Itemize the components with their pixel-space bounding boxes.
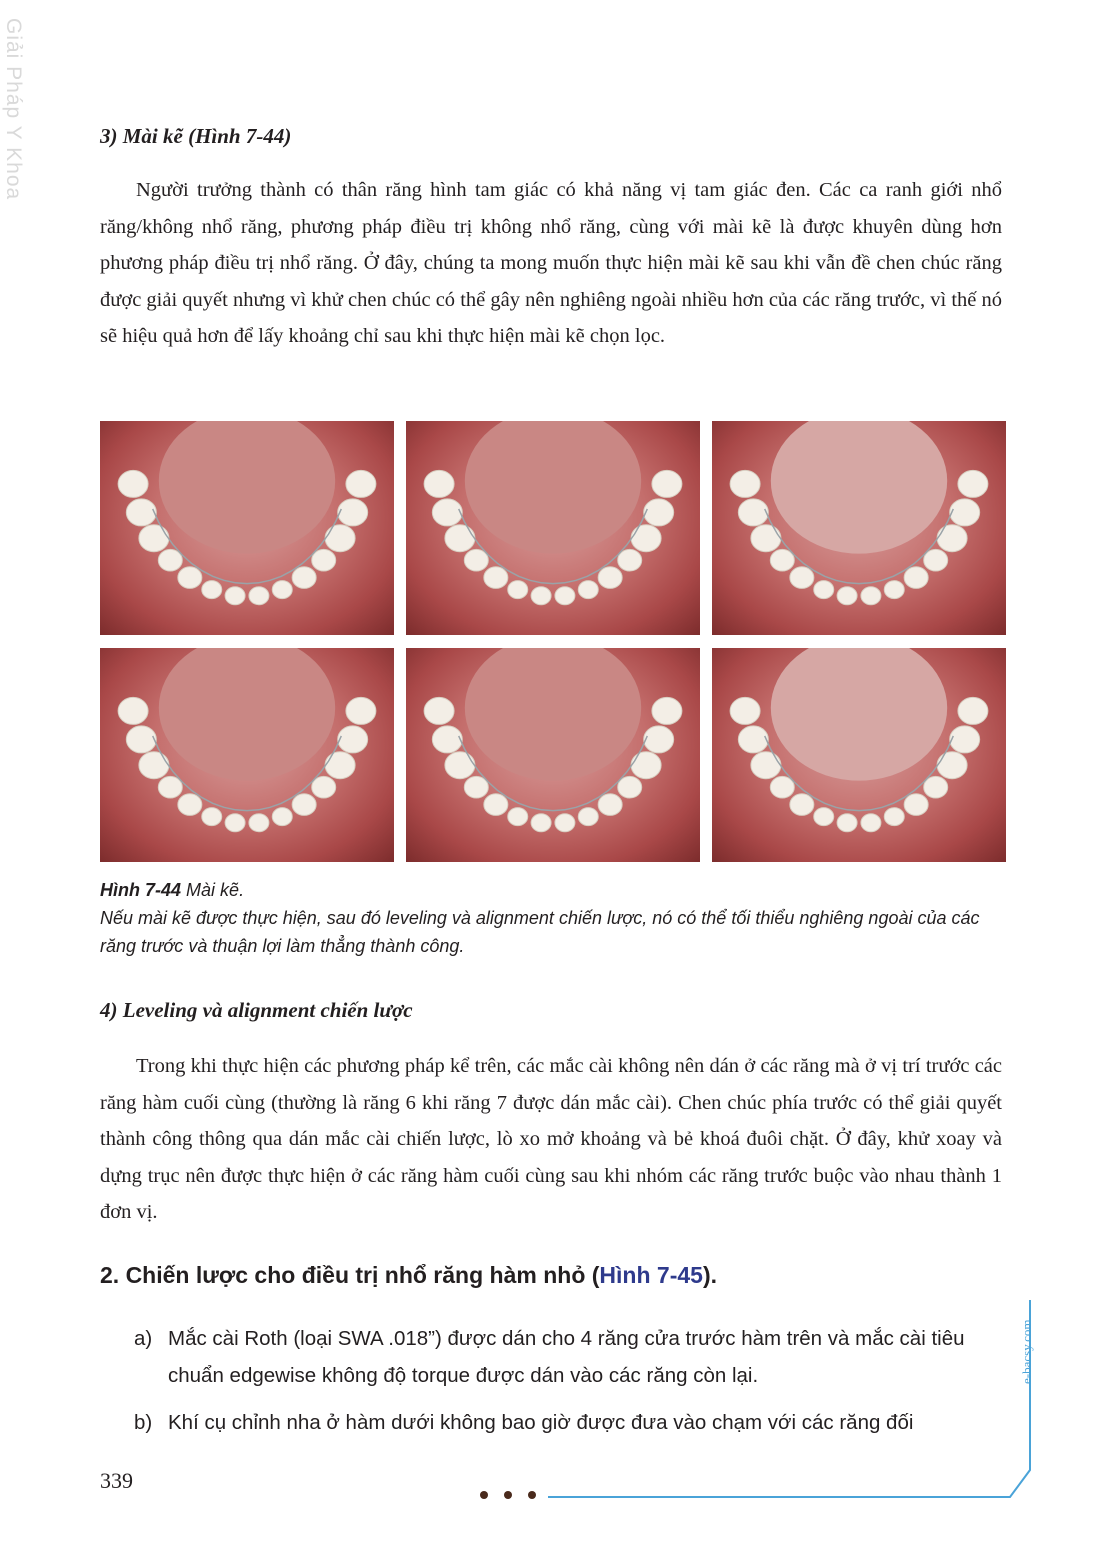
figure-description: Nếu mài kẽ được thực hiện, sau đó leveling và alignment chiến lược, nó có thể tối thiểu nghiêng ngoài của các răng trước và thuận lợi làm thẳng thành công. bbox=[100, 908, 980, 956]
watermark bbox=[1012, 1302, 1038, 1384]
list-item-a-text: Mắc cài Roth (loại SWA .018”) được dán cho 4 răng cửa trước hàm trên và mắc cài tiêu chuẩn edgewise không độ torque được dán vào các răng còn lại. bbox=[168, 1327, 965, 1387]
watermark-text: e-bacsy.com bbox=[1019, 1319, 1034, 1384]
section-4-heading: 4) Leveling và alignment chiến lược bbox=[100, 998, 413, 1022]
section-2-heading-suffix: ). bbox=[702, 1262, 718, 1288]
list-item-b-marker: b) bbox=[134, 1411, 153, 1434]
page-number: 339 bbox=[100, 1468, 133, 1493]
section-2-heading-prefix: 2. Chiến lược cho điều trị nhổ răng hàm nhỏ ( bbox=[100, 1262, 600, 1288]
sidebar-book-title-text: Giải Pháp Y Khoa bbox=[2, 18, 25, 201]
figure-7-45-link[interactable]: Hình 7-45 bbox=[599, 1262, 703, 1288]
list-item-a-marker: a) bbox=[134, 1327, 153, 1350]
section-4-paragraph: Trong khi thực hiện các phương pháp kể trên, các mắc cài không nên dán ở các răng mà ở vị trí trước các răng hàm cuối cùng (thường là răng 6 khi răng 7 được dán mắc cài). Chen chúc phía trước có thể giải quyết thành công thông qua dán mắc cài chiến lược, lò xo mở khoảng và bẻ khoá đuôi chặt. Ở đây, khử xoay và dựng trục nên được thực hiện ở các răng hàm cuối cùng sau khi nhóm các răng trước buộc vào nhau thành 1 đơn vị. bbox=[100, 1055, 1002, 1223]
section-3-heading: 3) Mài kẽ (Hình 7-44) bbox=[100, 124, 292, 148]
section-3-paragraph: Người trưởng thành có thân răng hình tam giác có khả năng vị tam giác đen. Các ca ranh giới nhổ răng/không nhổ răng, phương pháp điều trị không nhổ răng, cùng với mài kẽ là được khuyên dùng hơn phương pháp điều trị nhổ răng. Ở đây, chúng ta mong muốn thực hiện mài kẽ sau khi vẫn đề chen chúc răng được giải quyết nhưng vì khử chen chúc có thể gây nên nghiêng ngoài nhiều hơn của các răng trước, vì thế nó sẽ hiệu quả hơn để lấy khoảng chỉ sau khi thực hiện mài kẽ chọn lọc. bbox=[100, 179, 1002, 347]
figure-label: Hình 7-44 bbox=[100, 880, 182, 900]
figure-title: Mài kẽ. bbox=[186, 880, 245, 900]
list-item-b-text: Khí cụ chỉnh nha ở hàm dưới không bao giờ được đưa vào chạm với các răng đối bbox=[168, 1411, 914, 1434]
